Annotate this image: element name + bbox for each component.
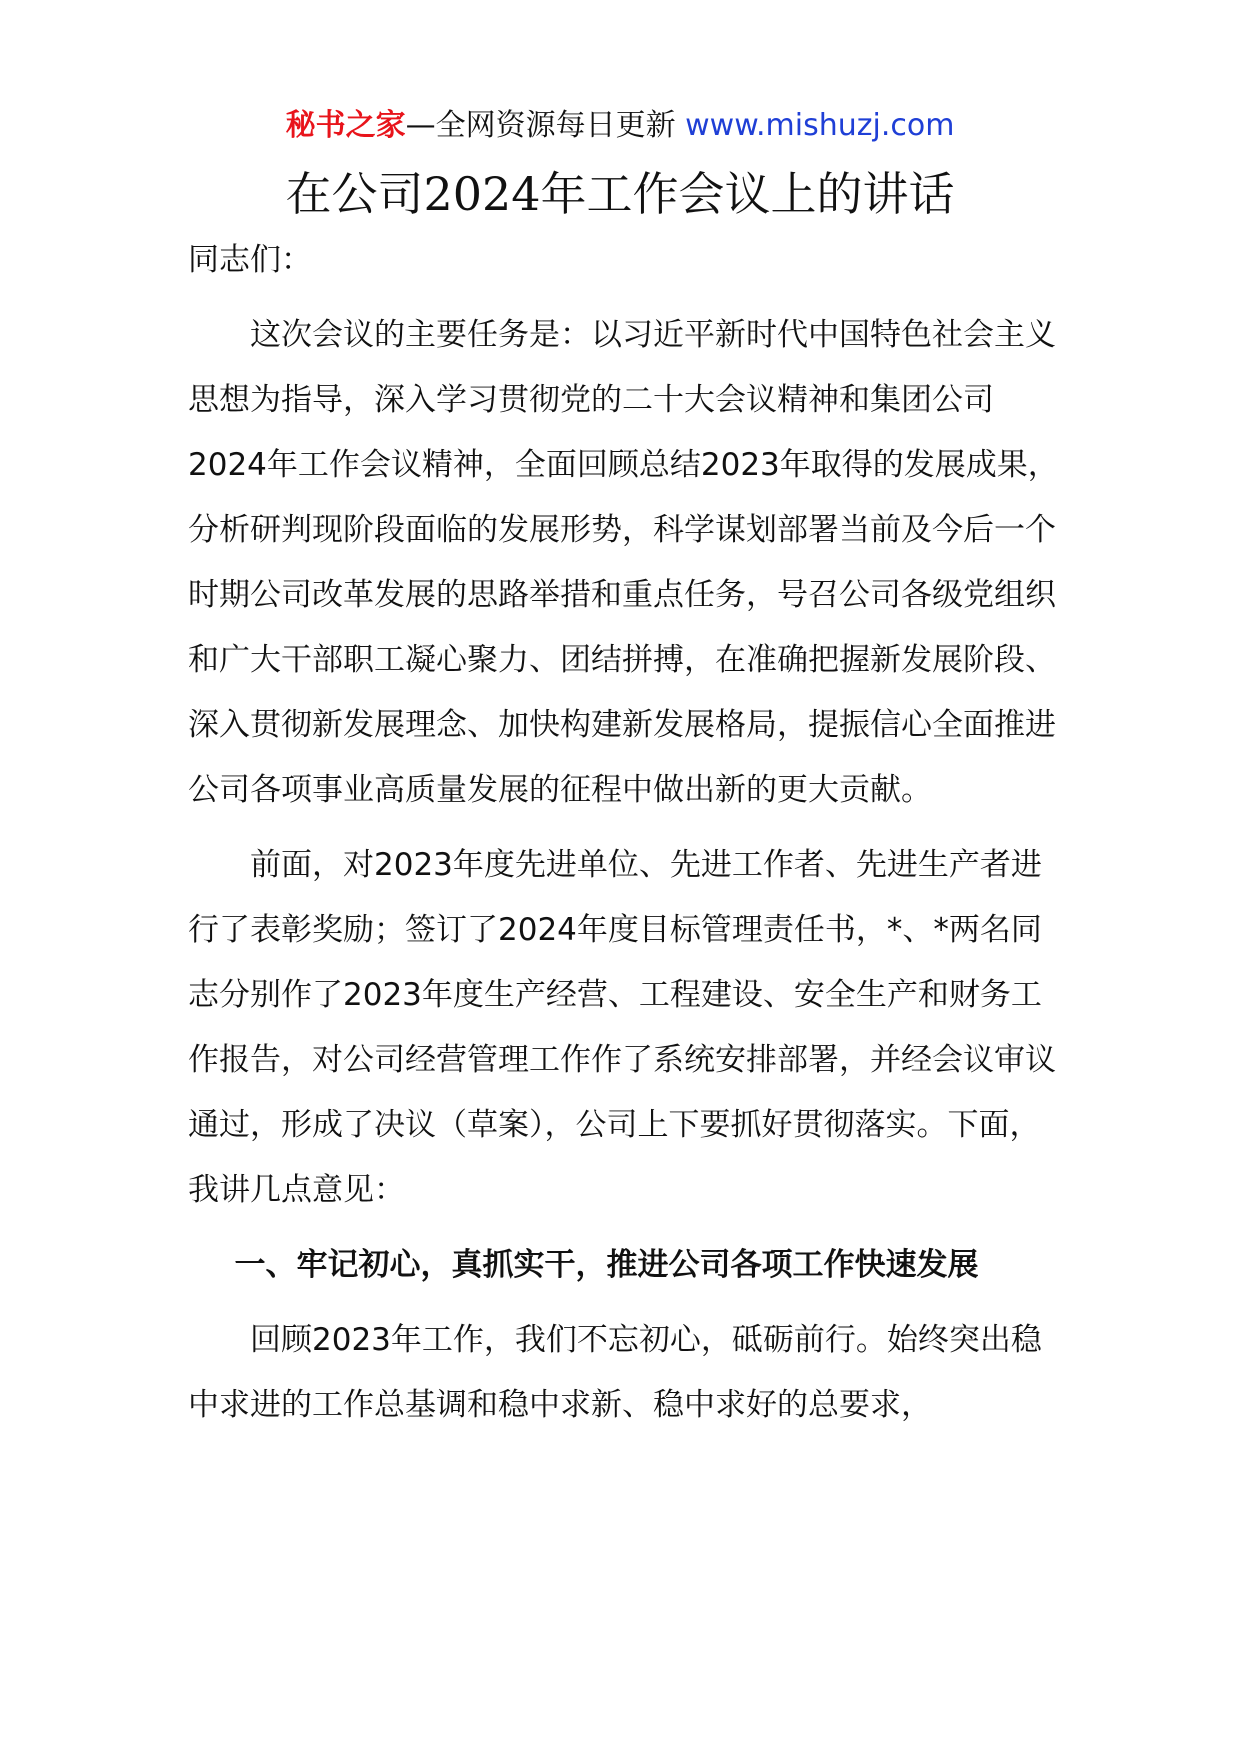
title-before: 在公司 xyxy=(285,167,424,221)
section-heading-1: 一、牢记初心，真抓实干，推进公司各项工作快速发展 xyxy=(234,1247,979,1283)
watermark-brand: 秘书之家 xyxy=(285,108,406,143)
greeting: 同志们： xyxy=(188,242,312,278)
title-year: 2024 xyxy=(423,167,541,221)
watermark-tagline: —全网资源每日更新 xyxy=(405,108,686,143)
paragraph-2: 前面，对2023年度先进单位、先进工作者、先进生产者进行了表彰奖励；签订了2024年度目标管理责任书，*、*两名同志分别作了2023年度生产经营、工程建设、安全生产和财务工作报告，对公司经营管理工作作了系统安排部署，并经会议审议通过，形成了决议（草案），公司上下要抓好贯彻落实。下面，我讲几点意见： xyxy=(188,847,1056,1208)
document-body xyxy=(188,228,1068,1448)
watermark-url[interactable]: www.mishuzj.com xyxy=(685,108,955,143)
document-title xyxy=(0,162,1240,226)
watermark-banner xyxy=(0,104,1240,148)
paragraph-1: 这次会议的主要任务是：以习近平新时代中国特色社会主义思想为指导，深入学习贯彻党的二十大会议精神和集团公司2024年工作会议精神，全面回顾总结2023年取得的发展成果，分析研判现阶段面临的发展形势，科学谋划部署当前及今后一个时期公司改革发展的思路举措和重点任务，号召公司各级党组织和广大干部职工凝心聚力、团结拼搏，在准确把握新发展阶段、深入贯彻新发展理念、加快构建新发展格局，提振信心全面推进公司各项事业高质量发展的征程中做出新的更大贡献。 xyxy=(188,317,1059,808)
paragraph-3: 回顾2023年工作，我们不忘初心，砥砺前行。始终突出稳中求进的工作总基调和稳中求新、稳中求好的总要求， xyxy=(188,1322,1042,1423)
title-after: 年工作会议上的讲话 xyxy=(540,167,955,221)
